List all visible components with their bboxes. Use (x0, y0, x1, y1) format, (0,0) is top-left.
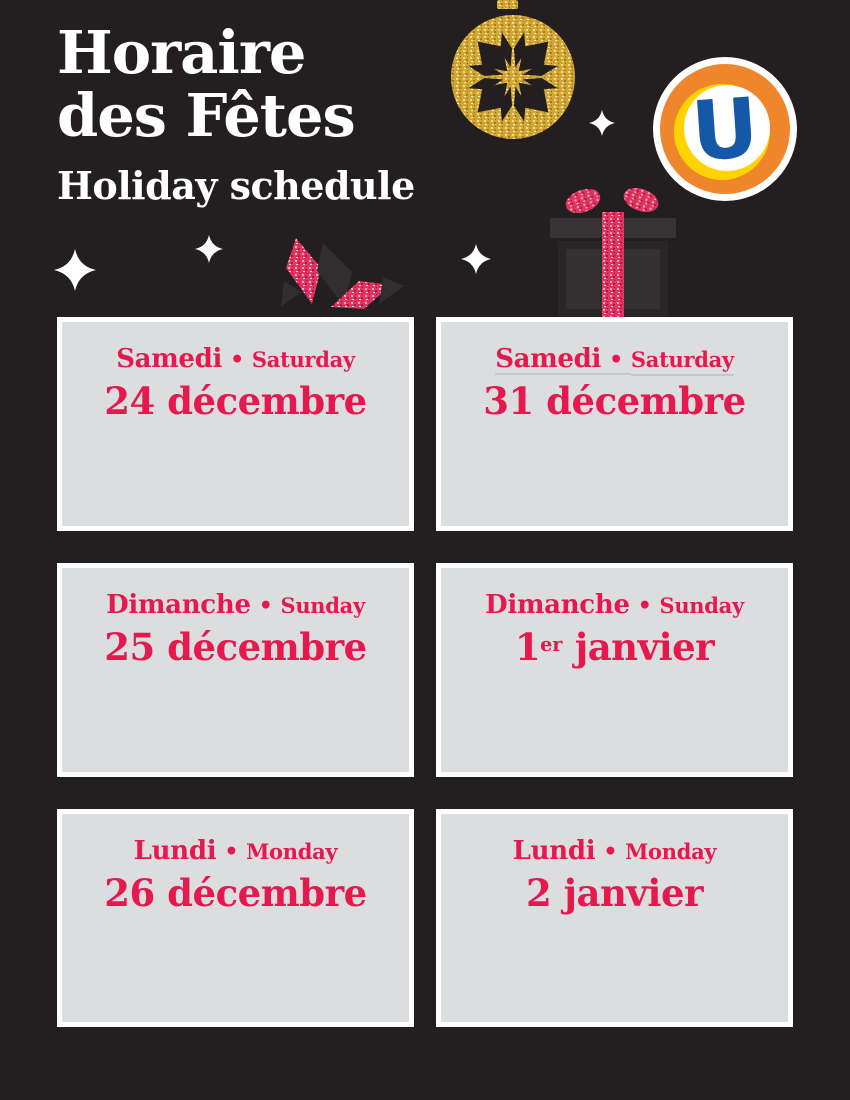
schedule-card (57, 317, 414, 531)
page-subtitle: Holiday schedule (57, 163, 415, 209)
day-en: Monday (246, 839, 338, 864)
day-en: Sunday (280, 593, 365, 618)
uniprix-logo (653, 57, 797, 201)
bullet-separator: • (258, 593, 273, 619)
day-fr: Dimanche (106, 590, 251, 620)
bullet-separator: • (637, 593, 652, 619)
date-text: 25 décembre (104, 625, 367, 669)
title-line-1: Horaire (57, 18, 306, 87)
logo-letter: U (688, 80, 762, 181)
gift-icon (550, 184, 676, 317)
schedule-card (436, 317, 793, 531)
date-text: 24 décembre (104, 379, 367, 423)
bullet-separator: • (609, 347, 623, 373)
bullet-separator: • (603, 839, 618, 865)
day-label (441, 836, 788, 869)
day-label (441, 344, 788, 377)
date-text: 2 janvier (526, 871, 703, 915)
schedule-card (436, 563, 793, 777)
day-en: Sunday (659, 593, 744, 618)
day-en: Saturday (251, 347, 355, 372)
day-fr: Lundi (133, 836, 217, 866)
schedule-grid (57, 317, 793, 1027)
day-en: Saturday (631, 347, 734, 376)
title-line-2: des Fêtes (57, 80, 355, 150)
bullet-separator: • (230, 347, 244, 373)
page-title (57, 18, 477, 150)
schedule-card (57, 563, 414, 777)
sparkle-icon (461, 244, 491, 274)
sparkle-icon (195, 235, 223, 263)
day-label (62, 344, 409, 377)
day-label (441, 590, 788, 623)
day-fr: Lundi (512, 836, 596, 866)
day-label (62, 590, 409, 623)
day-fr: Dimanche (485, 590, 630, 620)
day-fr: Samedi (495, 344, 602, 374)
day-en: Monday (625, 839, 717, 864)
sparkle-icon (54, 249, 96, 291)
schedule-card (57, 809, 414, 1027)
schedule-card (436, 809, 793, 1027)
header (57, 18, 477, 209)
leaf-burst-icon (281, 238, 404, 309)
day-fr: Samedi (116, 344, 223, 374)
day-label (62, 836, 409, 869)
date-text: 1er janvier (514, 625, 715, 669)
date-text: 31 décembre (483, 379, 746, 423)
bullet-separator: • (224, 839, 239, 865)
sparkle-icon (589, 110, 615, 136)
date-text: 26 décembre (104, 871, 367, 915)
